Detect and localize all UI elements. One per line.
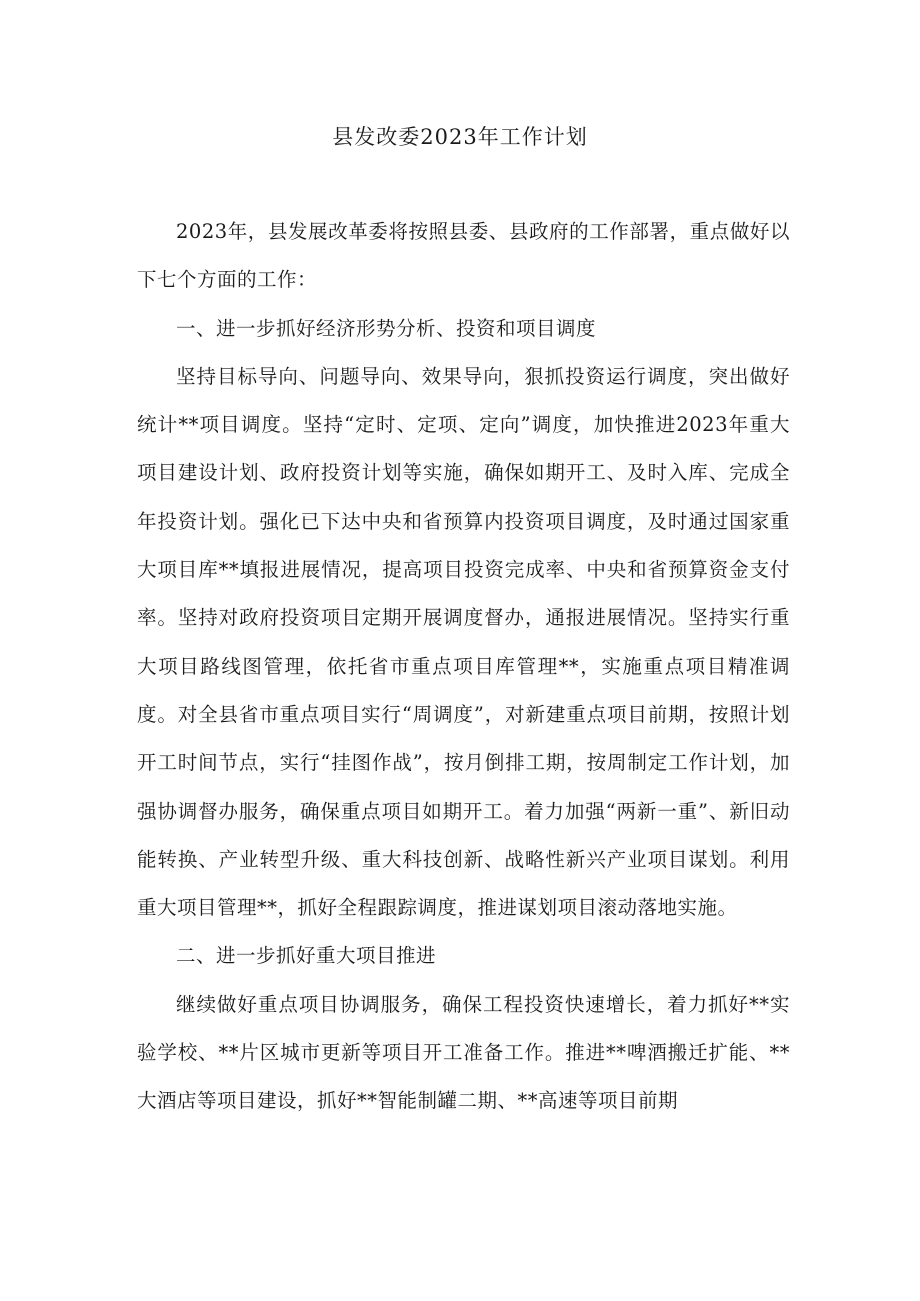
section-1-heading: 一、进一步抓好经济形势分析、投资和项目调度 (176, 316, 597, 340)
intro-paragraph: 2023年，县发展改革委将按照县委、县政府的工作部署，重点做好以下七个方面的工作： (137, 220, 790, 292)
document-title: 县发改委2023年工作计划 (332, 125, 588, 149)
section-2-heading: 二、进一步抓好重大项目推进 (176, 944, 437, 968)
section-1-paragraph: 坚持目标导向、问题导向、效果导向，狠抓投资运行调度，突出做好统计**项目调度。坚持“定时、定项、定向”调度，加快推进2023年重大项目建设计划、政府投资计划等实施，确保如期开工、及时入库、完成全年投资计划。强化已下达中央和省预算内投资项目调度，及时通过国家重大项目库**填报进展情况，提高项目投资完成率、中央和省预算资金支付率。坚持对政府投资项目定期开展调度督办，通报进展情况。坚持实行重大项目路线图管理，依托省市重点项目库管理**，实施重点项目精准调度。对全县省市重点项目实行“周调度”，对新建重点项目前期，按照计划开工时间节点，实行“挂图作战”，按月倒排工期，按周制定工作计划，加强协调督办服务，确保重点项目如期开工。着力加强“两新一重”、新旧动能转换、产业转型升级、重大科技创新、战略性新兴产业项目谋划。利用重大项目管理**，抓好全程跟踪调度，推进谋划项目滚动落地实施。 (137, 364, 790, 920)
section-2-paragraph: 继续做好重点项目协调服务，确保工程投资快速增长，着力抓好**实验学校、**片区城市更新等项目开工准备工作。推进**啤酒搬迁扩能、**大酒店等项目建设，抓好**智能制罐二期、**高速等项目前期 (137, 992, 790, 1113)
document-body (137, 208, 790, 1126)
